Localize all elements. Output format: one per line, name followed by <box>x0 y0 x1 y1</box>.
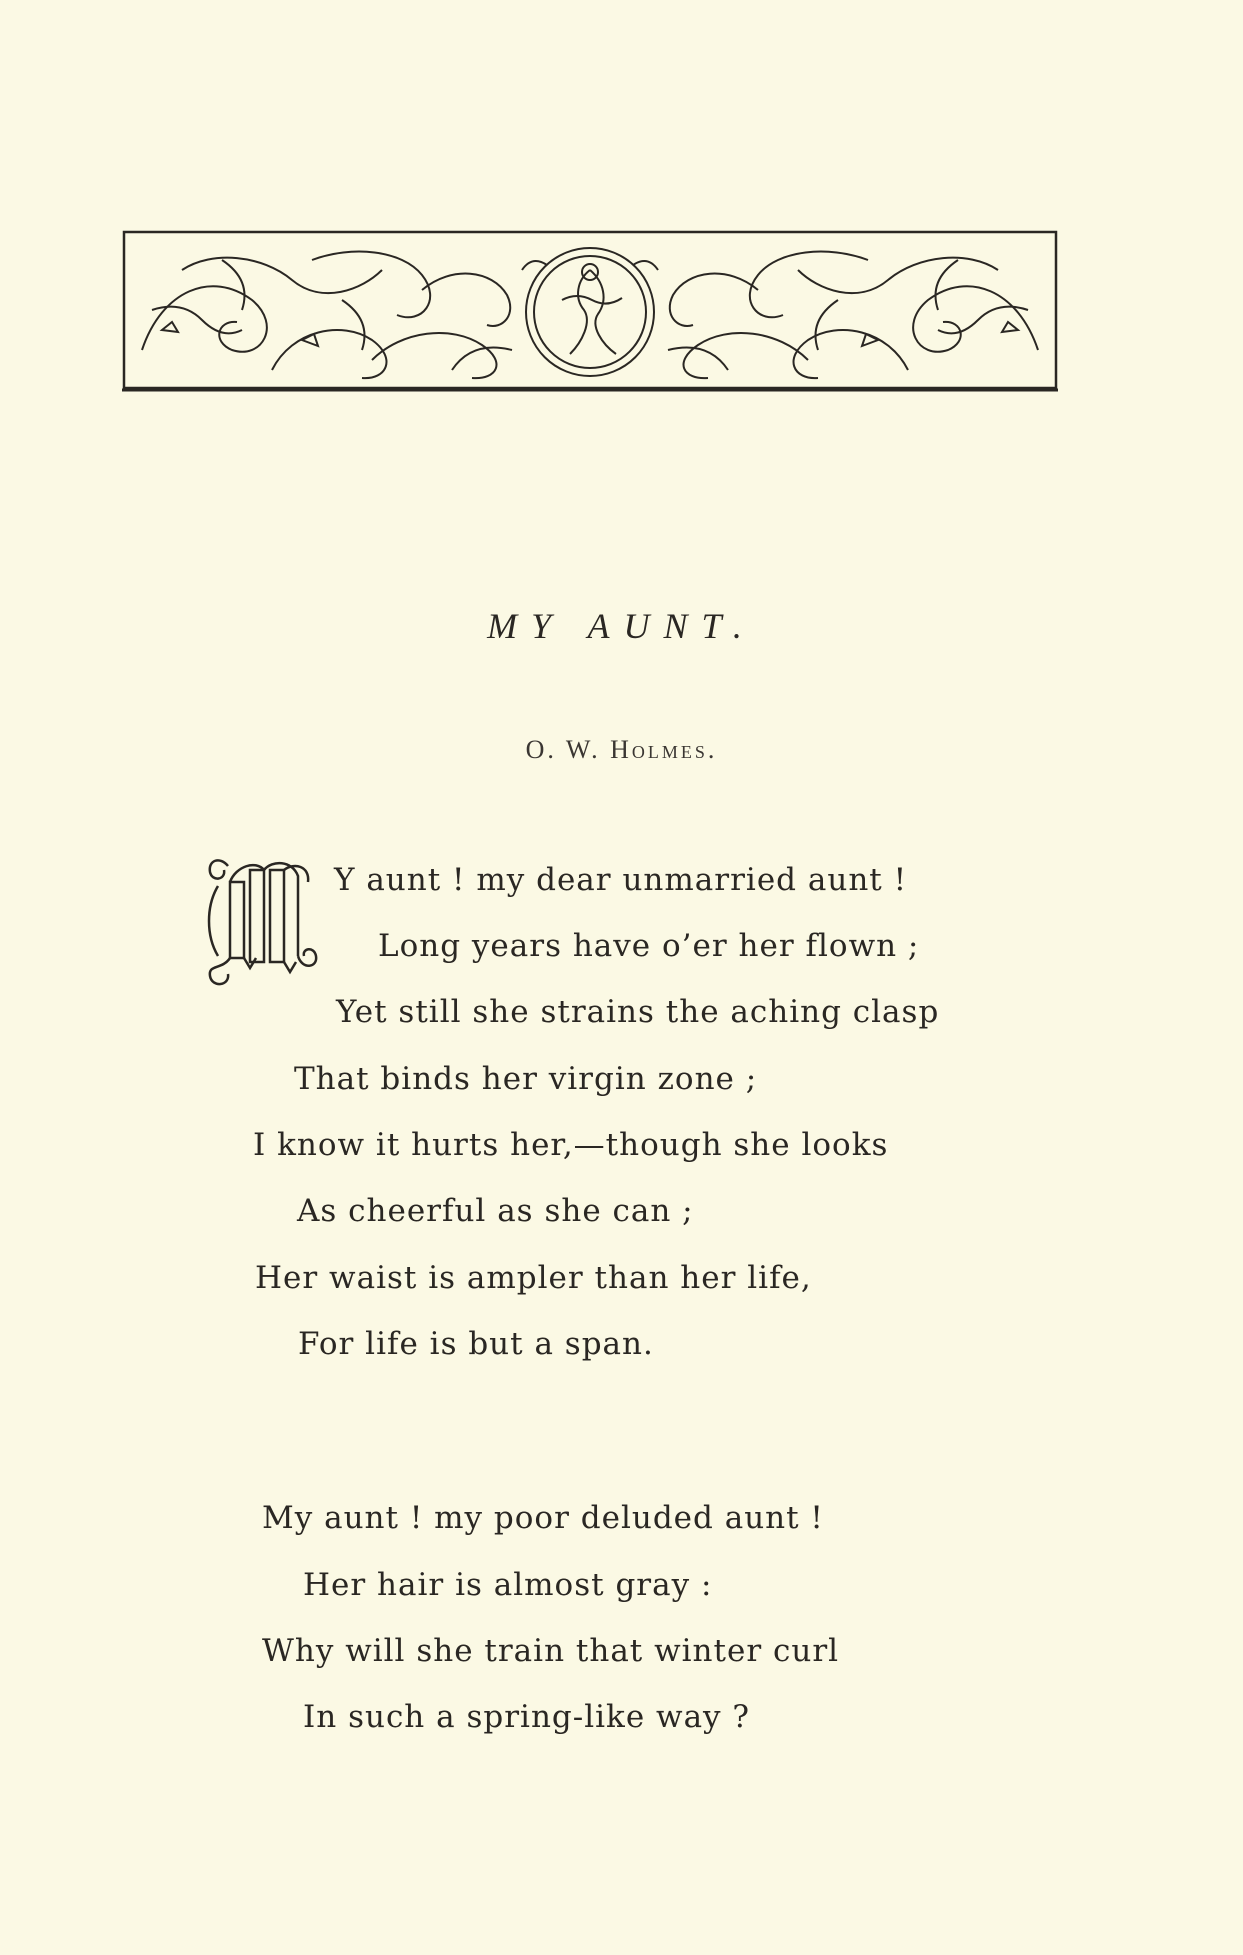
stanza-1-line-4: That binds her virgin zone ; <box>294 1061 758 1097</box>
drop-cap-initial <box>198 846 330 994</box>
stanza-2-line-3: Why will she train that winter curl <box>262 1633 840 1669</box>
poem-title: MY AUNT. <box>487 606 756 646</box>
decorated-m-initial-icon <box>198 846 330 994</box>
stanza-2-line-1: My aunt ! my poor deluded aunt ! <box>262 1500 824 1536</box>
stanza-2-line-4: In such a spring-like way ? <box>303 1699 751 1735</box>
stanza-1-line-8: For life is but a span. <box>298 1326 654 1362</box>
floral-vine-icon <box>122 230 1058 392</box>
stanza-1-line-3: Yet still she strains the aching clasp <box>336 994 940 1030</box>
stanza-1-line-5: I know it hurts her,—though she looks <box>253 1127 889 1163</box>
ornamental-headpiece <box>122 230 1058 392</box>
stanza-1-line-2: Long years have o’er her flown ; <box>378 928 920 964</box>
stanza-2-line-2: Her hair is almost gray : <box>303 1567 713 1603</box>
poem-author: O. W. Holmes. <box>525 735 718 764</box>
stanza-1-line-7: Her waist is ampler than her life, <box>255 1260 812 1296</box>
stanza-1-line-6: As cheerful as she can ; <box>297 1193 694 1229</box>
stanza-1-line-1: Y aunt ! my dear unmarried aunt ! <box>334 862 908 898</box>
